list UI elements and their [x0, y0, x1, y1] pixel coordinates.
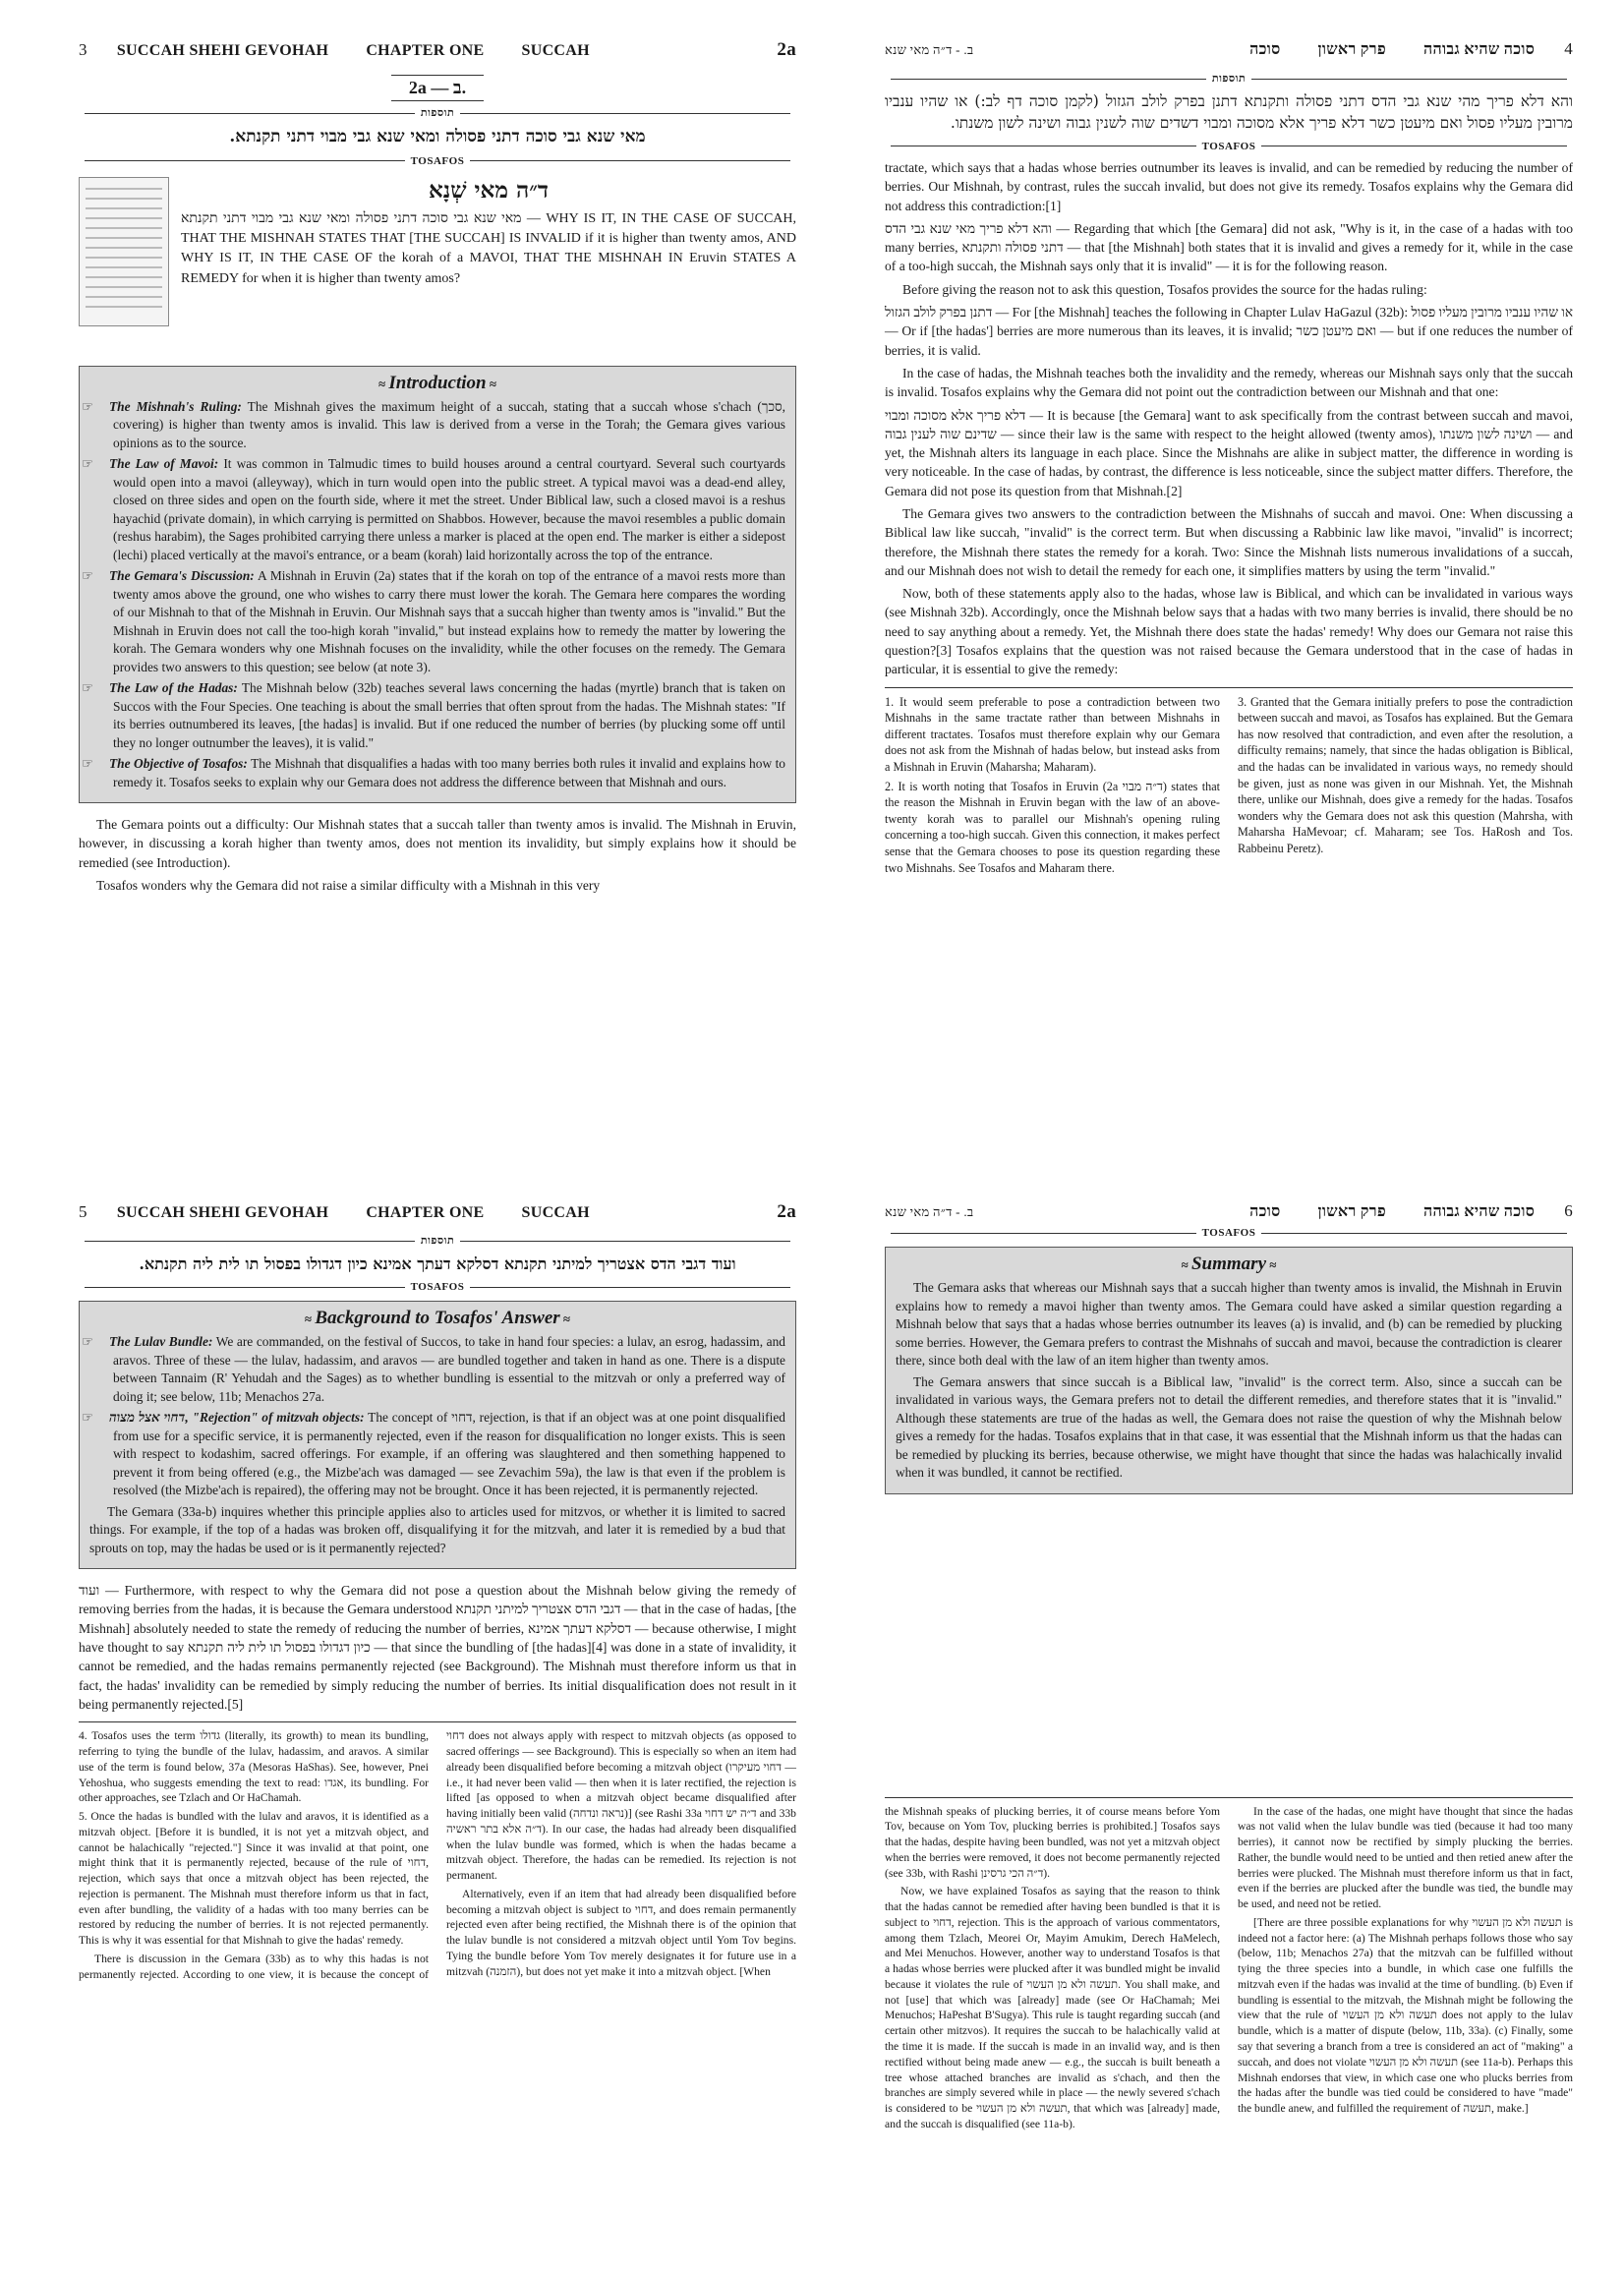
chapter-title: CHAPTER ONE [366, 1204, 485, 1221]
footnotes [885, 1804, 1573, 2132]
hebrew-text: והא דלא פריך מהי שנא גבי הדס דתני פסולה ותקנתא דתנן בפרק לולב הגזול (לקמן סוכה דף לב:) או שהיו ענביו מרובין מעליו פסול ואם מיעטן כשר דלא פריך אלא מסוכה ומבוי דשדים שוה לשנין גבוה ושינה לשון משנתו. [885, 92, 1573, 133]
summary-paragraph: The Gemara asks that whereas our Mishnah says that a succah higher than twenty amos is invalid, the Mishnah in Eruvin explains how to remedy a mavoi higher than twenty amos. The Gemara could have asked a similar question regarding a Mishnah below that says that a hadas whose berries outnumber its leaves (a) is invalid, and (b) can be remedied by plucking some berries. However, the Gemara prefers to contrast the Mishnahs of succah and mavoi, because the contradiction is clearer there, since both deal with the law of an item higher than twenty amos. [896, 1280, 1562, 1368]
background-title: ≈ Background to Tosafos' Answer ≈ [89, 1308, 785, 1329]
footnote: In the case of the hadas, one might have thought that since the hadas was not valid when the lulav bundle was tied (because it had too many berries), it cannot now be rectified by simply plucking the berries. Rather, the bundle would need to be untied and then retied anew after the berries were plucked. The Mishnah must therefore inform us that in fact, even if the berries are plucked after the bundle was tied, the bundle may be used, and need not be retied. [1238, 1804, 1573, 1911]
page-number: 6 [1564, 1201, 1573, 1220]
running-head [79, 1201, 796, 1223]
body-paragraph: ועוד — Furthermore, with respect to why the Gemara did not pose a question about the Mishnah below giving the remedy of removing berries from the hadas, it is because the Gemara understood דגבי הדס אצטריך למיתני תקנתא — that in the case of hadas, [the Mishnah] absolutely needed to state the remedy of reducing the number of berries, דסלקא דעתך אמינא — because otherwise, I might have thought to say כיון דגדולו בפסול תו לית ליה תקנתא — that since the bundling of [the hadas][4] was done in a state of invalidity, it cannot be remedied, and the hadas remains permanently rejected (see Background). The Mishnah must therefore inform us that in fact, the hadas' invalidity can be remedied by simply reducing the number of berries. Its initial disqualification does not result in it being permanently rejected.[5] [79, 1583, 797, 1712]
body-paragraph: דלא פריך אלא מסוכה ומבוי — It is because [the Gemara] want to ask specifically from the contrast between succah and mavoi, שדינם שוה לענין גבוה — since their law is the same with respect to the height allowed (twenty amos), ושינה לשון משנתו — and yet, the Mishnah alters its language in each place. Since the Mishnahs are alike in subject matter, the difference in wording is very noticeable. In the case of hadas, by contrast, the difference is less noticeable, since the subject matter differs. Therefore, the Gemara did not pose its question from that Mishnah.[2] [885, 407, 1574, 498]
hebrew-quote: מאי שנא גבי סוכה דתני פסולה ומאי שנא גבי מבוי דתני תקנתא. [229, 127, 646, 146]
footnote: 5. Once the hadas is bundled with the lulav and aravos, it is identified as a mitzvah object. [Before it is bundled, it is not yet a mitzvah object, and cannot be halachically "rejected."] Since it was invalid at that point, one might think that it is permanently rejected, because of the rule of דחוי, rejection, which says that once a mitzvah object has been rejected, the rejection is permanent. The Mishnah must therefore inform us that in fact, even after bundling, the validity of a hadas with too many berries can be restored by reducing the number of berries. It is not rejected permanently. This is why it was essential for that Mishnah to give the hadas' remedy. [79, 1810, 429, 1948]
pointing-hand-icon: ☞ [82, 756, 94, 772]
body-paragraph: The Gemara gives two answers to the contradiction between the Mishnahs of succah and mavoi. One: When discussing a Biblical law like succah, "invalid" is the correct term. But when discussing a Rabbinic law like mavoi, "invalid" is incorrect; therefore, the Mishnah there states the remedy for a korah. Two: Since the Mishnah lists numerous invalidations of a succah, and our Mishnah does not wish to detail the remedy for each one, it simplifies matters by using the term "invalid." [885, 505, 1573, 578]
book-title: סוכה שהיא גבוהה [1422, 41, 1536, 58]
chapter-title: פרק ראשון [1317, 41, 1386, 58]
body-paragraph: tractate, which says that a hadas whose berries outnumber its leaves is invalid, and can be remedied by reducing the number of berries. Our Mishnah, by contrast, rules the succah invalid, but does not give its remedy. Tosafos explains why the Gemara did not address this contradiction:[1] [885, 159, 1573, 213]
page-number: 4 [1564, 39, 1573, 58]
background-box [79, 1301, 796, 1569]
footnote: Now, we have explained Tosafos as saying that the reason to think that the hadas cannot be remedied after having been bundled is that it is subject to דחוי, rejection. This is the approach of various commentators, among them Tzlach, Meorei Or, Mayim Amukim, Derech HaMelech, and Mei Menuchos. However, another way to understand Tosafos is that a hadas whose berries were plucked after it was bundled might be invalid because it violates the rule of תעשה ולא מן העשוי. You shall make, and not [use] that which was [already] made (see Or HaChamah; Mei Menuchos; HaPeshat B'Sugya). This rule is taught regarding succah (and certain other mitzvos). It requires the succah to be halachically valid at the time it is made. If the succah is made in an invalid way, and is then rectified without being made anew — e.g., the succah is built beneath a tree whose attached branches are invalid as s'chach, and then the branches are simply severed while in place — the newly severed s'chach is considered to be תעשה ולא מן העשוי, that which was [already] made, and the succah is disqualified (see 11a-b). [885, 1885, 1221, 2130]
pointing-hand-icon: ☞ [82, 568, 94, 584]
intro-item: ☞ The Objective of Tosafos: The Mishnah that disqualifies a hadas with too many berries both rules it invalid and explains how to remedy it. Tosafos seeks to explain why our Gemara does not address the difference between that Mishnah and ours. [82, 756, 786, 789]
book-title: SUCCAH SHEHI GEVOHAH [116, 42, 329, 59]
page-number: 3 [79, 40, 87, 59]
body-paragraph: והא דלא פריך מאי שנא גבי הדס — Regarding that which [the Gemara] did not ask, "Why is it, in the case of a hadas with too many berries, דתני פסולה ותקנתא — that [the Mishnah] both states that it is invalid and gives a remedy for it, while in the case of a too-high succah, the Mishnah says only that it is invalid" — it is for the following reason. [885, 220, 1573, 274]
page-number: 5 [79, 1202, 87, 1221]
body-text [885, 158, 1573, 679]
page-5 [79, 1201, 796, 1983]
lead-paragraph: מאי שנא גבי סוכה דתני פסולה ומאי שנא גבי מבוי דתני תקנתא — WHY IS IT, IN THE CASE OF SUCCAH, THAT THE MISHNAH STATES THAT [THE SUCCAH] IS INVALID if it is higher than twenty amos, AND WHY IS IT, IN THE CASE OF the korah of a MAVOI, THAT THE MISHNAH IN Eruvin STATES A REMEDY for when it is higher than twenty amos? [181, 210, 796, 286]
footnote: 2. It is worth noting that Tosafos in Eruvin (2a ד״ה מבוי) states that the reason the Mishnah in Eruvin began with the law of an above-twenty korah was to parallel our Mishnah's opening ruling concerning a too-high succah. Given this connection, it makes perfect sense that the Gemara chooses to pose its question regarding these two Mishnahs. See Tosafos and Maharam there. [885, 779, 1220, 875]
body-paragraph: Now, both of these statements apply also to the hadas, whose law is Biblical, and which can be invalidated in various ways (see Mishnah 32b). Accordingly, once the Mishnah below says that a hadas with two many berries is invalid, there should be no need to say anything about a remedy. Yet, the Mishnah there does state the hadas' remedy! Why does our Gemara not raise this question?[3] Tosafos explains that the question was not raised because the Gemara understood that in the case of hadas in particular, it is essential to give the remedy: [885, 586, 1573, 677]
footnote: 3. Granted that the Gemara initially prefers to pose the contradiction between succah and mavoi, as Tosafos has explained. But the Gemara has now resolved that contradiction, and even after the resolution, a difficulty remains; namely, that since the hadas obligation is Biblical, and the hadas can be invalidated in various ways, no remedy should be given, just as none was given in our Mishnah. Yet, the Mishnah there, unlike our Mishnah, does give a remedy for the hadas. Tosafos wonders why the Gemara does not ask this question (Mahrsha, with Maharsha HaMevoar; cf. Maharam; see Tos. HaRosh and Tos. Rabbeinu Peretz). [1238, 694, 1573, 855]
body-paragraph: דתנן בפרק לולב הגזול — For [the Mishnah] teaches the following in Chapter Lulav HaGazul (32b): או שהיו ענביו מרובין מעליו פסול — Or if [the hadas'] berries are more numerous than its leaves, it is invalid; ואם מיעטן כשר — but if one reduces the number of berries, it is valid. [885, 305, 1573, 358]
tosafos-hebrew-rule: תוספות [79, 107, 796, 119]
daf-label: 2a — ב. [79, 75, 796, 101]
tosafos-hebrew-rule: תוספות [79, 1235, 796, 1247]
body-paragraph: The Gemara points out a difficulty: Our Mishnah states that a succah taller than twenty amos is invalid. The Mishnah in Eruvin, however, in discussing a korah higher than twenty amos, does not mention its invalidity, but simply explains how it should be remedied (see Introduction). [79, 817, 796, 870]
intro-item: ☞ The Law of Mavoi: It was common in Talmudic times to build houses around a central courtyard. Several such courtyards would open into a mavoi (alleyway), which in turn would open into the public street. A typical mavoi was a dead-end alley, closed on three sides and open on the fourth side, where it met the street. Under Biblical law, such a closed mavoi is a reshus hayachid (private domain), in which carrying is permitted on Shabbos. However, because the mavoi resembles a public domain (reshus harabim), the Sages prohibited carrying there unless a marker is placed at the open end. The marker is either a sidepost (lechi) placed vertically at the mavoi's entrance, or a beam (korah) laid horizontally across the top of the entrance. [82, 456, 785, 562]
pointing-hand-icon: ☞ [82, 680, 94, 696]
footnote-divider [885, 687, 1573, 688]
footnote: Alternatively, even if an item that had already been disqualified before becoming a mitzvah object is subject to דחוי, and does remain permanently rejected even after being rectified, the Mishnah there is of the opinion that the lulav bundle is not considered a mitzvah object until Yom Tov begins. Tying the bundle before Yom Tov merely designates it for future use in a mitzvah (הזמנה), but does not yet make it into a mitzvah object. [When [446, 1887, 796, 1978]
book-title: SUCCAH SHEHI GEVOHAH [116, 1204, 329, 1221]
pointing-hand-icon: ☞ [82, 1334, 94, 1350]
hebrew-quote: ועוד דגבי הדס אצטריך למיתני תקנתא דסלקא דעתך אמינא כיון דגדולו בפסול תו לית ליה תקנתא. [139, 1254, 736, 1273]
footnote: the Mishnah speaks of plucking berries, it of course means before Yom Tov, because on Yom Tov, plucking berries is prohibited.] Tosafos says that the hadas, despite having been bundled, was not yet a mitzvah object when the berries were removed, it does not become permanently rejected (see 33b, with Rashi ד״ה הכי גרסינן). [885, 1804, 1220, 1880]
tractate-title: סוכה [1249, 1203, 1281, 1220]
footnote-divider [79, 1721, 796, 1722]
intro-item: ☞ The Mishnah's Ruling: The Mishnah gives the maximum height of a succah, stating that a succah whose s'chach (סכך, covering) is higher than twenty amos is invalid. This law is derived from a verse in the Torah; the Gemara gives various opinions as to the source. [82, 398, 785, 450]
introduction-title: ≈ Introduction ≈ [89, 373, 785, 394]
page-6 [885, 1201, 1573, 2132]
footnote: 4. Tosafos uses the term גדולו (literally, its growth) to mean its bundling, referring to tying the bundle of the lulav, hadassim, and aravos. A similar use of the term is found below, 37a (Mesoras HaShas). See, however, Pnei Yehoshua, who suggests emending the text to read: אגדו, its bundling. For other approaches, see Tzlach and Or HaChamah. [79, 1729, 430, 1805]
daf-ref: ב. - ד״ה מאי שנא [885, 42, 974, 57]
tosafos-rule: TOSAFOS [79, 1281, 796, 1293]
summary-box [885, 1247, 1573, 1494]
footnotes [885, 694, 1573, 877]
page-3 [79, 39, 796, 899]
dibur-hamaschil-heading: ד״ה מאי שְׁנָא [428, 176, 549, 204]
tosafos-rule: TOSAFOS [885, 141, 1573, 152]
blank-space [885, 1494, 1573, 1789]
footnote: [There are three possible explanations for why תעשה ולא מן העשוי is indeed not a factor here: (a) The Mishnah perhaps follows those who say (below, 11b; Menachos 27a) that the mitzvah can be fulfilled without tying the three species into a bundle, in which case one fulfills the mitzvah even if the hadas was invalid at the time of bundling. (b) Even if bundling is essential to the mitzvah, the Mishnah might be following the view that the rule of תעשה ולא מן העשוי does not apply to the lulav bundle, which is a matter of dispute (below, 11b, 33a). (c) Finally, some say that severing a branch from a tree is considered an act of "making" a succah, and does not violate תעשה ולא מן העשוי (see 11a-b). Perhaps this Mishnah endorses that view, in which case one who plucks berries from the hadas after the bundle was tied could be considered to have "made" the bundle anew, and fulfilled the requirement of תעשה, make.] [1238, 1915, 1573, 2116]
running-head [885, 39, 1573, 59]
summary-paragraph: The Gemara answers that since succah is a Biblical law, "invalid" is the correct term. Also, since a succah can be invalidated in various ways, the Gemara prefers not to detail the different remedies, and therefore states that it is "invalid." Although these statements are true of the hadas as well, the Gemara does not raise the question of why the Mishnah below gives a remedy for the hadas. Tosafos explains that in that case, it was essential that the Mishnah inform us that the hadas can be remedied by plucking its berries, because otherwise, we might have thought that since the hadas was halachically invalid when it was bundled, it cannot be rectified. [896, 1373, 1562, 1480]
dh-section [79, 173, 796, 330]
pointing-hand-icon: ☞ [82, 456, 94, 472]
tosafos-rule: TOSAFOS [79, 155, 796, 167]
tractate-title: סוכה [1249, 41, 1281, 58]
tractate-title: SUCCAH [521, 42, 590, 59]
page-4 [885, 39, 1573, 876]
footnote: 1. It would seem preferable to pose a contradiction between two Mishnahs in the same tractate rather than between Mishnahs in different tractates. Tosafos must therefore explain why our Gemara does not ask from the Mishnah of hadas below, but instead asks from a Mishnah in Eruvin (Maharsha; Maharam). [885, 694, 1220, 775]
tosafos-rule: TOSAFOS [885, 1227, 1573, 1239]
footnote: There is discussion in the Gemara (33b) as to why this hadas is not permanently rejected. According to one view, it is because the concept of דחוי does not always apply with respect to mitzvah objects (as opposed to sacred offerings — see Background). This is especially so when an item had already been disqualified before becoming a mitzvah object (דחוי מעיקרו — i.e., it had never been valid — then when it is later rectified, the rejection is lifted [as opposed to when a mitzvah object became disqualified after having initially been valid (נראה ונדחה)] (see Rashi 33a ד״ה יש דחוי and 33b ד״ה אלא בתר ראשיה). In our case, the hadas had already been disqualified when the lulav bundle was formed, which is when the hadas became a mitzvah object. Therefore, the hadas can be remedied. Its rejection is not permanent. [79, 1729, 797, 1981]
body-paragraph: Before giving the reason not to ask this question, Tosafos provides the source for the hadas ruling: [902, 281, 1427, 297]
daf-ref: ב. - ד״ה מאי שנא [885, 1204, 974, 1219]
footnotes [79, 1728, 796, 1982]
pointing-hand-icon: ☞ [82, 1410, 94, 1426]
tosafos-hebrew-rule: תוספות [885, 73, 1573, 85]
running-head [79, 39, 796, 61]
background-item: The Gemara (33a-b) inquires whether this principle applies also to articles used for mitzvos, or whether it is limited to sacred things. For example, if the top of a hadas was broken off, disqualifying it for the mitzvah, and later it is remedied by a bud that sprouts on top, may the hadas be used or is it permanently rejected? [89, 1503, 785, 1555]
daf-ref: 2a [777, 1201, 796, 1222]
daf-ref: 2a [777, 39, 796, 60]
summary-title: ≈ Summary ≈ [896, 1254, 1562, 1275]
background-item: ☞ דחוי אצל מצוה, "Rejection" of mitzvah objects: The concept of דחוי, rejection, is that if an object was at one point disqualified from use for a specific service, it is permanently rejected, even if the reason for disqualification no longer exists. This is seen with respect to kodashim, sacred offerings. For example, if an offering was slaughtered and then something happened to prevent it from being offered (e.g., the Mizbe'ach was damaged — see Zevachim 59a), the law is that even if the problem is resolved (the Mizbe'ach is repaired), the offering may not be brought. Once it has been rejected, it is permanently rejected. [82, 1410, 785, 1498]
body-text [79, 1581, 796, 1714]
book-title: סוכה שהיא גבוהה [1422, 1203, 1536, 1220]
tractate-title: SUCCAH [521, 1204, 590, 1221]
running-head [885, 1201, 1573, 1221]
footnote-divider [885, 1797, 1573, 1798]
body-paragraph: Tosafos wonders why the Gemara did not raise a similar difficulty with a Mishnah in this very [96, 878, 601, 894]
intro-item: ☞ The Law of the Hadas: The Mishnah below (32b) teaches several laws concerning the hadas (myrtle) branch that is taken on Succos with the Four Species. One teaching is about the small berries that often sprout from the hadas. The Mishnah states: "If its berries outnumbered its leaves, [the hadas] is invalid. But if one reduced the number of berries (by plucking some off until they no longer outnumber the leaves), it is valid." [82, 680, 785, 750]
pointing-hand-icon: ☞ [82, 398, 94, 414]
page-thumbnail-image [79, 177, 169, 326]
chapter-title: פרק ראשון [1317, 1203, 1386, 1220]
chapter-title: CHAPTER ONE [366, 42, 485, 59]
intro-item: ☞ The Gemara's Discussion: A Mishnah in Eruvin (2a) states that if the korah on top of the entrance of a mavoi rests more than twenty amos above the ground, one who wishes to carry there must lower the korah. The Gemara here compares the wording of our Mishnah to that of the Mishnah in Eruvin. Our Mishnah says that a succah higher than twenty amos is "invalid." But the Mishnah in Eruvin does not call the too-high korah "invalid," but instead explains how to remedy the matter by lowering the korah. The Gemara wonders why one Mishnah focuses on the invalidity, while the other focuses on the remedy. The Gemara provides two answers to this question; see below (at note 3). [82, 568, 785, 674]
body-text [79, 815, 796, 895]
body-paragraph: In the case of hadas, the Mishnah teaches both the invalidity and the remedy, whereas our Mishnah says only that the succah is invalid. Tosafos explains why the Gemara did not point out the contradiction between our Mishnah and that one: [885, 365, 1573, 400]
background-item: ☞ The Lulav Bundle: We are commanded, on the festival of Succos, to take in hand four species: a lulav, an esrog, hadassim, and aravos. Three of these — the lulav, hadassim, and aravos — are bundled together and taken in hand as one. There is a dispute between Tannaim (R' Yehudah and the Sages) as to whether bundling is essential to the mitzvah or only a preferred way of doing it; see below, 11b; Menachos 27a. [82, 1334, 785, 1404]
introduction-box [79, 366, 796, 804]
